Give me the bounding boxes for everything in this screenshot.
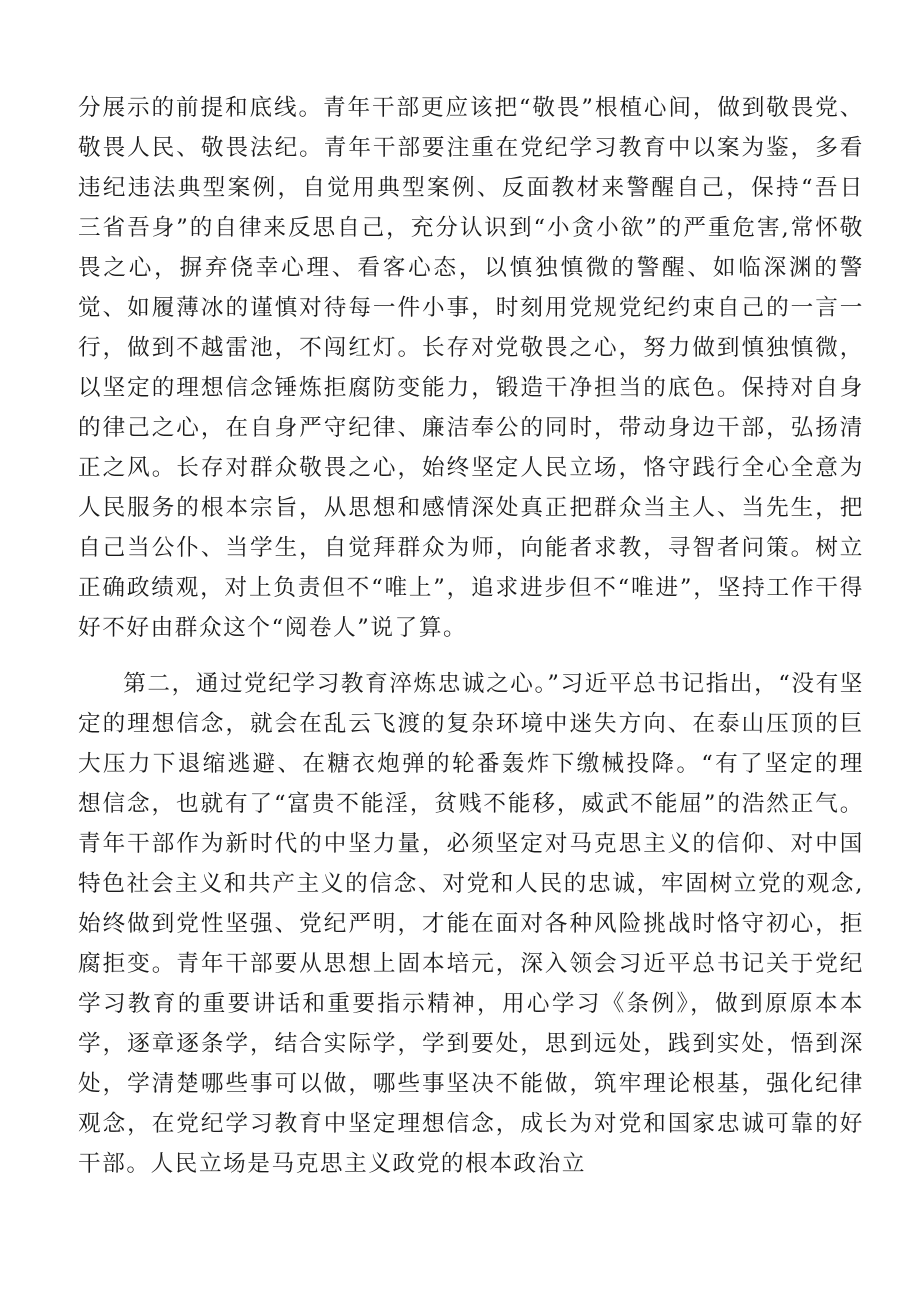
paragraph-block-2 bbox=[78, 664, 864, 1184]
paragraph-text: 分展示的前提和底线。青年干部更应该把“敬畏”根植心间，做到敬畏党、敬畏人民、敬畏法纪。青年干部要注重在党纪学习教育中以案为鉴，多看违纪违法典型案例，自觉用典型案例、反面教材来警醒自己，保持“吾日三省吾身”的自律来反思自己，充分认识到“小贪小欲”的严重危害,常怀敬畏之心，摒弃侥幸心理、看客心态，以慎独慎微的警醒、如临深渊的警觉、如履薄冰的谨慎对待每一件小事，时刻用党规党纪约束自己的一言一行，做到不越雷池，不闯红灯。长存对党敬畏之心，努力做到慎独慎微，以坚定的理想信念锤炼拒腐防变能力，锻造干净担当的底色。保持对自身的律己之心，在自身严守纪律、廉洁奉公的同时，带动身边干部，弘扬清正之风。长存对群众敬畏之心，始终坚定人民立场，恪守践行全心全意为人民服务的根本宗旨，从思想和感情深处真正把群众当主人、当先生，把自己当公仆、当学生，自觉拜群众为师，向能者求教，寻智者问策。树立正确政绩观，对上负责但不“唯上”，追求进步但不“唯进”，坚持工作干得好不好由群众这个“阅卷人”说了算。 bbox=[78, 95, 864, 641]
paragraph-block-1 bbox=[78, 88, 864, 648]
paragraph-text: 第二，通过党纪学习教育淬炼忠诚之心。”习近平总书记指出，“没有坚定的理想信念，就会在乱云飞渡的复杂环境中迷失方向、在泰山压顶的巨大压力下退缩逃避、在糖衣炮弹的轮番轰炸下缴械投降。“有了坚定的理想信念，也就有了“富贵不能淫，贫贱不能移，威武不能屈”的浩然正气。青年干部作为新时代的中坚力量，必须坚定对马克思主义的信仰、对中国特色社会主义和共产主义的信念、对党和人民的忠诚，牢固树立党的观念,始终做到党性坚强、党纪严明，才能在面对各种风险挑战时恪守初心，拒腐拒变。青年干部要从思想上固本培元，深入领会习近平总书记关于党纪学习教育的重要讲话和重要指示精神，用心学习《条例》，做到原原本本学，逐章逐条学，结合实际学，学到要处，思到远处，践到实处，悟到深处，学清楚哪些事可以做，哪些事坚决不能做，筑牢理论根基，强化纪律观念，在党纪学习教育中坚定理想信念，成长为对党和国家忠诚可靠的好干部。人民立场是马克思主义政党的根本政治立 bbox=[78, 671, 865, 1177]
